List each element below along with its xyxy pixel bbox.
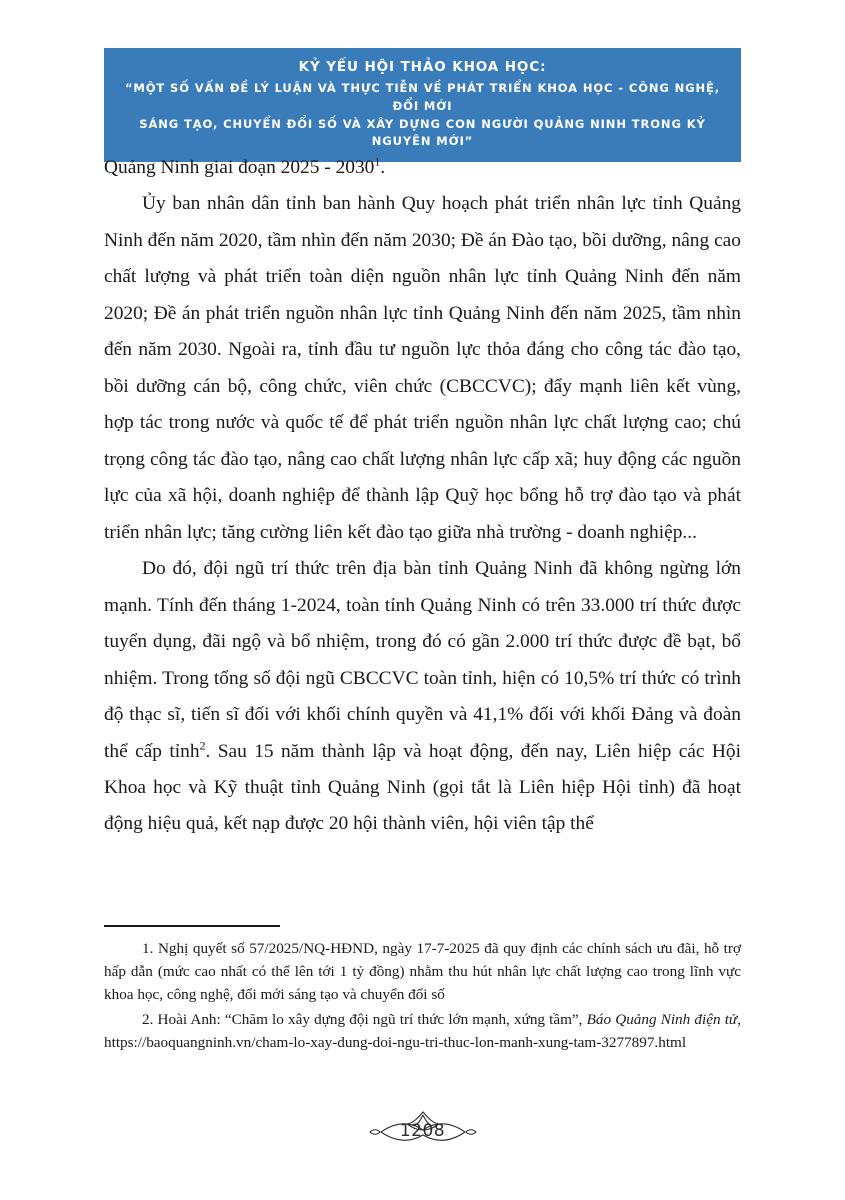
- paragraph-2: Ủy ban nhân dân tỉnh ban hành Quy hoạch phát triển nhân lực tỉnh Quảng Ninh đến năm 2020, tầm nhìn đến năm 2030; Đề án Đào tạo, bồi dưỡng, nâng cao chất lượng và phát triển toàn diện nguồn nhân lực tỉnh Quảng Ninh đến năm 2020; Đề án phát triển nguồn nhân lực tỉnh Quảng Ninh đến năm 2025, tầm nhìn đến năm 2030. Ngoài ra, tỉnh đầu tư nguồn lực thỏa đáng cho công tác đào tạo, bồi dưỡng cán bộ, công chức, viên chức (CBCCVC); đẩy mạnh liên kết vùng, hợp tác trong nước và quốc tế để phát triển nguồn nhân lực chất lượng cao; chú trọng công tác đào tạo, nâng cao chất lượng nhân lực cấp xã; huy động các nguồn lực của xã hội, doanh nghiệp để thành lập Quỹ học bổng hỗ trợ đào tạo và phát triển nhân lực; tăng cường liên kết đào tạo giữa nhà trường - doanh nghiệp...: [104, 193, 741, 543]
- footnote-2-source-italic: Báo Quảng Ninh điện tử: [586, 1010, 738, 1028]
- paragraph-1-text: Quảng Ninh giai đoạn 2025 - 2030: [104, 157, 375, 178]
- footnote-2-part-1: 2. Hoài Anh: “Chăm lo xây dựng đội ngũ trí thức lớn mạnh, xứng tầm”,: [142, 1010, 587, 1028]
- page-footer: [0, 1108, 845, 1154]
- body-content: [104, 150, 741, 843]
- footnote-separator: [104, 925, 280, 927]
- header-title-line-3: SÁNG TẠO, CHUYỂN ĐỔI SỐ VÀ XÂY DỰNG CON NGƯỜI QUẢNG NINH TRONG KỶ NGUYÊN MỚI”: [139, 116, 706, 149]
- lotus-ornament-icon: [367, 1108, 479, 1154]
- paragraph-3-text: Do đó, đội ngũ trí thức trên địa bàn tỉnh Quảng Ninh đã không ngừng lớn mạnh. Tính đến tháng 1-2024, toàn tỉnh Quảng Ninh có trên 33.000 trí thức được tuyển dụng, đãi ngộ và bổ nhiệm, trong đó có gần 2.000 trí thức được đề bạt, bổ nhiệm. Trong tổng số đội ngũ CBCCVC toàn tỉnh, hiện có 10,5% trí thức có trình độ thạc sĩ, tiến sĩ đối với khối chính quyền và 41,1% đối với khối Đảng và đoàn thể cấp tỉnh: [104, 558, 741, 762]
- footnote-2-part-2: , https://baoquangninh.vn/cham-lo-xay-dung-doi-ngu-tri-thuc-lon-manh-xung-tam-3277897.html: [104, 1010, 741, 1051]
- footnote-marker-1: 1: [374, 154, 381, 169]
- paragraph-1-text-tail: .: [380, 157, 386, 178]
- paragraph-1: [104, 150, 741, 186]
- page-number: 1208: [399, 1121, 446, 1141]
- paragraph-3-text-tail: . Sau 15 năm thành lập và hoạt động, đến nay, Liên hiệp các Hội Khoa học và Kỹ thuật tỉnh Quảng Ninh (gọi tắt là Liên hiệp Hội tỉnh) đã hoạt động hiệu quả, kết nạp được 20 hội thành viên, hội viên tập thể: [104, 740, 741, 835]
- footnote-marker-2: 2: [199, 738, 206, 753]
- header-title-line-1: KỶ YẾU HỘI THẢO KHOA HỌC:: [298, 59, 547, 75]
- footnote-2: [104, 1008, 741, 1054]
- header-banner: [104, 48, 741, 162]
- header-title-line-2: “MỘT SỐ VẤN ĐỀ LÝ LUẬN VÀ THỰC TIỄN VỀ PHÁT TRIỂN KHOA HỌC - CÔNG NGHỆ, ĐỔI MỚI: [124, 80, 721, 113]
- paragraph-3: [104, 551, 741, 843]
- footnote-1: 1. Nghị quyết số 57/2025/NQ-HĐND, ngày 17-7-2025 đã quy định các chính sách ưu đãi, hỗ trợ hấp dẫn (mức cao nhất có thể lên tới 1 tỷ đồng) nhằm thu hút nhân lực chất lượng cao trong lĩnh vực khoa học, công nghệ, đổi mới sáng tạo và chuyển đổi số: [104, 939, 741, 1003]
- footnote-area: [104, 925, 741, 1056]
